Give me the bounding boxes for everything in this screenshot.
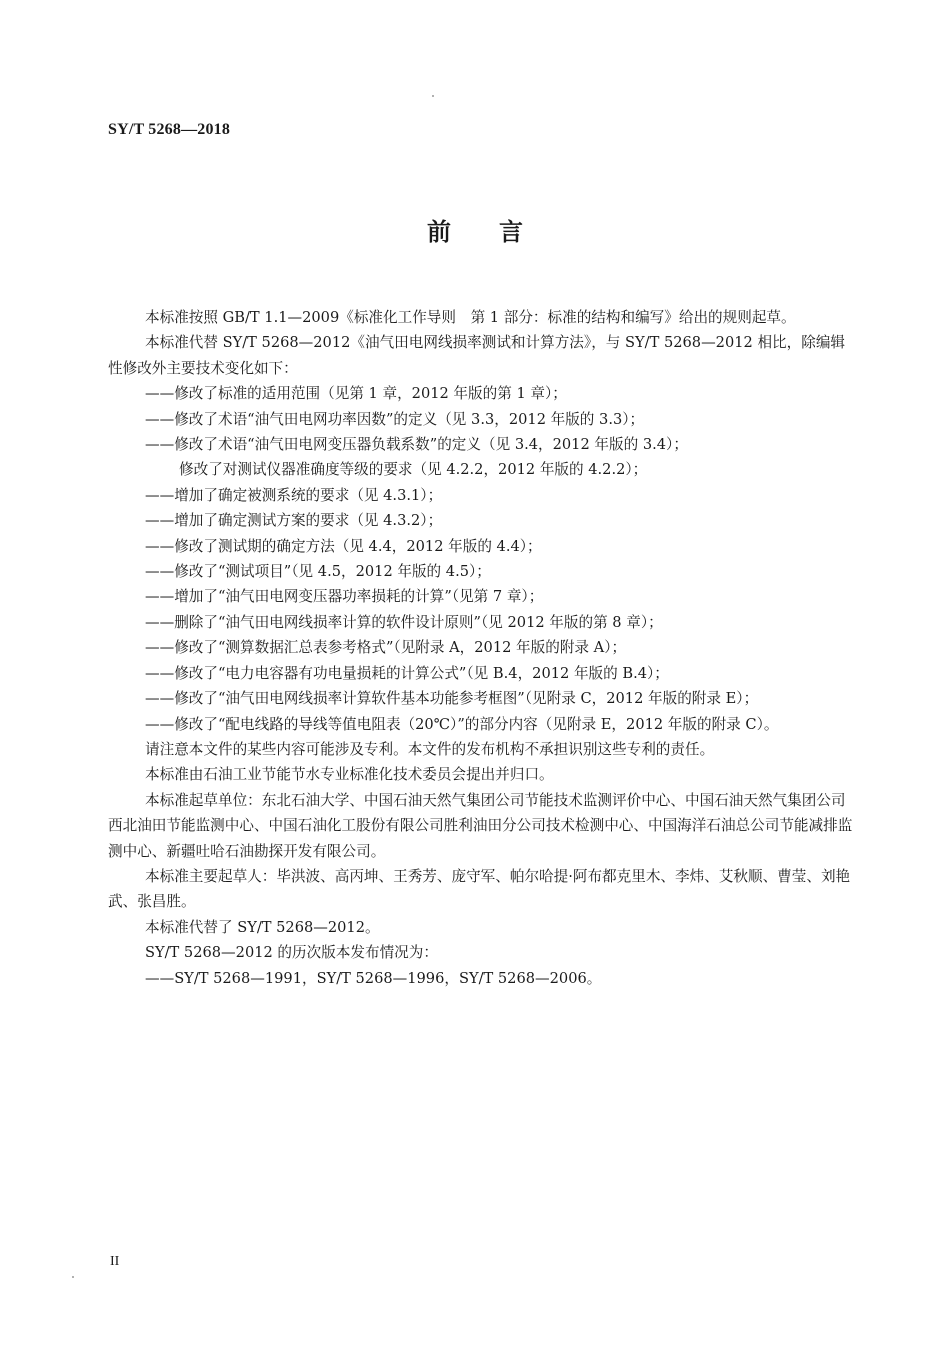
scan-speck	[72, 1276, 74, 1278]
title-char-1: 前	[427, 218, 451, 246]
change-item: ——修改了“电力电容器有功电量损耗的计算公式”（见 B.4，2012 年版的 B.4）；	[145, 664, 669, 682]
change-item: ——增加了确定被测系统的要求（见 4.3.1）；	[145, 486, 443, 504]
change-item: ——删除了“油气田电网线损率计算的软件设计原则”（见 2012 年版的第 8 章）；	[145, 613, 663, 631]
paragraph-patent-notice: 请注意本文件的某些内容可能涉及专利。本文件的发布机构不承担识别这些专利的责任。	[145, 740, 715, 758]
change-item: ——修改了术语“油气田电网变压器负载系数”的定义（见 3.4，2012 年版的 3.4）；	[145, 436, 688, 454]
change-item: ——修改了标准的适用范围（见第 1 章，2012 年版的第 1 章）；	[145, 385, 567, 403]
paragraph-history-intro: SY/T 5268—2012 的历次版本发布情况为：	[145, 944, 438, 962]
change-item: ——修改了术语“油气田电网功率因数”的定义（见 3.3，2012 年版的 3.3）；	[145, 410, 645, 428]
standard-code: SY/T 5268—2018	[108, 121, 231, 138]
paragraph-supersedes: 本标准代替了 SY/T 5268—2012。	[145, 918, 380, 936]
scan-speck	[432, 95, 434, 97]
change-item: ——修改了“油气田电网线损率计算软件基本功能参考框图”（见附录 C，2012 年版的附录 E）；	[145, 690, 759, 708]
foreword-body	[108, 305, 853, 991]
change-item: ——增加了“油气田电网变压器功率损耗的计算”（见第 7 章）；	[145, 588, 544, 606]
change-item: ——修改了测试期的确定方法（见 4.4，2012 年版的 4.4）；	[145, 537, 542, 555]
change-item: ——修改了“测试项目”（见 4.5，2012 年版的 4.5）；	[145, 563, 491, 581]
change-item: ——增加了确定测试方案的要求（见 4.3.2）；	[145, 512, 443, 530]
change-item: 修改了对测试仪器准确度等级的要求（见 4.2.2，2012 年版的 4.2.2）；	[179, 461, 648, 479]
page-title	[0, 212, 950, 247]
page-number: II	[110, 1254, 120, 1269]
change-item: ——修改了“配电线路的导线等值电阻表（20℃）”的部分内容（见附录 E，2012 年版的附录 C）。	[145, 715, 779, 733]
change-item: ——修改了“测算数据汇总表参考格式”（见附录 A，2012 年版的附录 A）；	[145, 639, 627, 657]
paragraph-proposer: 本标准由石油工业节能节水专业标准化技术委员会提出并归口。	[145, 766, 554, 784]
paragraph-drafters: 本标准主要起草人：毕洪波、高丙坤、王秀芳、庞守军、帕尔哈提·阿布都克里木、李炜、艾秋顺、曹莹、刘艳武、张昌胜。	[108, 867, 851, 911]
paragraph-drafting-rules: 本标准按照 GB/T 1.1—2009《标准化工作导则 第 1 部分：标准的结构和编写》给出的规则起草。	[145, 309, 796, 326]
paragraph-drafting-units: 本标准起草单位：东北石油大学、中国石油天然气集团公司节能技术监测评价中心、中国石油天然气集团公司西北油田节能监测中心、中国石油化工股份有限公司胜利油田分公司技术检测中心、中国海洋石油总公司节能减排监测中心、新疆吐哈石油勘探开发有限公司。	[108, 791, 853, 860]
paragraph-replacement: 本标准代替 SY/T 5268—2012《油气田电网线损率测试和计算方法》，与 SY/T 5268—2012 相比，除编辑性修改外主要技术变化如下：	[108, 334, 846, 377]
title-char-2: 言	[499, 218, 523, 246]
paragraph-history-list: ——SY/T 5268—1991，SY/T 5268—1996，SY/T 5268—2006。	[145, 969, 602, 987]
